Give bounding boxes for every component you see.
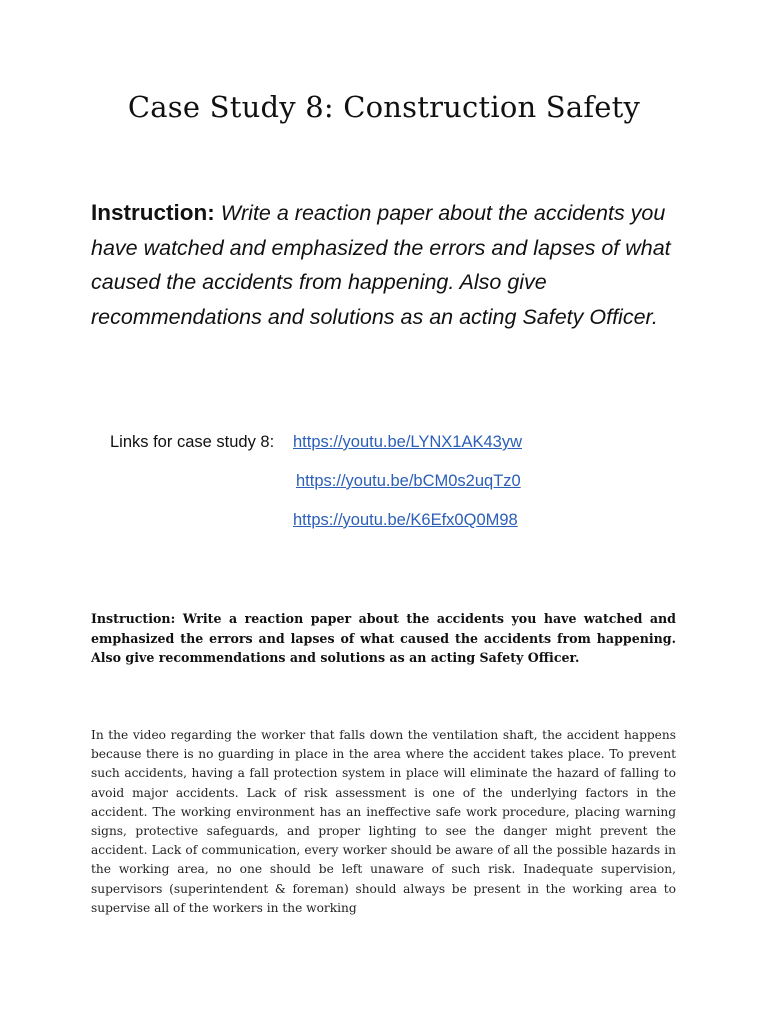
video-link-3[interactable]: https://youtu.be/K6Efx0Q0M98 <box>293 511 518 529</box>
video-link-1[interactable]: https://youtu.be/LYNX1AK43yw <box>293 433 522 451</box>
video-link-2[interactable]: https://youtu.be/bCM0s2uqTz0 <box>296 472 521 490</box>
body-paragraph: In the video regarding the worker that falls down the ventilation shaft, the accident happens because there is no guarding in place in the area where the accident takes place. To prevent such accidents, having a fall protection system in place will eliminate the hazard of falling to avoid major accidents. Lack of risk assessment is one of the underlying factors in the accident. The working environment has an ineffective safe work procedure, placing warning signs, protective safeguards, and proper lighting to see the danger might prevent the accident. Lack of communication, every worker should be aware of all the possible hazards in the working area, no one should be left unaware of such risk. Inadequate supervision, supervisors (superintendent & foreman) should always be present in the working area to supervise all of the workers in the working <box>91 728 676 915</box>
instruction-label: Instruction: <box>91 200 215 225</box>
instruction-block <box>91 196 691 334</box>
page-title: Case Study 8: Construction Safety <box>127 90 641 124</box>
links-label: Links for case study 8: <box>110 433 275 451</box>
instruction-text: Write a reaction paper about the accidents you have watched and emphasized the errors and lapses of what caused the accidents from happening. Also give recommendations and solutions as an acting Safety Officer. <box>91 201 671 329</box>
instruction-repeat: Instruction: Write a reaction paper about the accidents you have watched and emphasized the errors and lapses of what caused the accidents from happening. Also give recommendations and solutions as an acting Safety Officer. <box>91 611 676 665</box>
